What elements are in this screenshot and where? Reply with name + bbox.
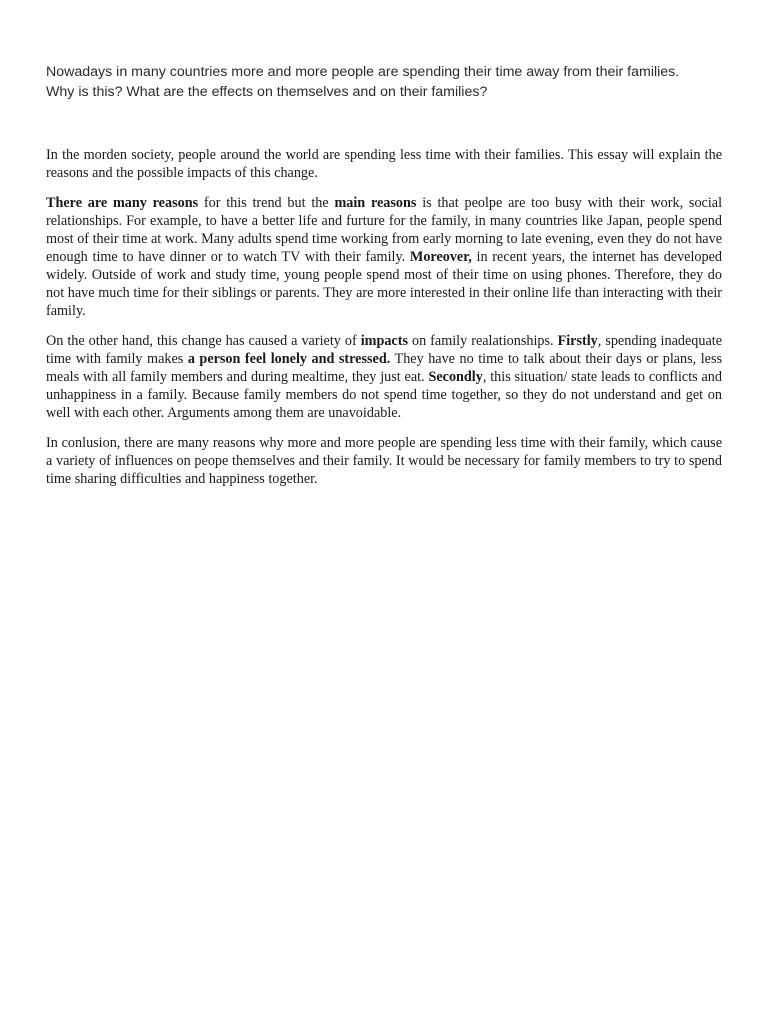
bold-phrase: There are many reasons <box>46 195 199 211</box>
bold-phrase: a person feel lonely and stressed. <box>187 351 391 367</box>
prompt-line-2: Why is this? What are the effects on themselves and on their families? <box>46 84 488 100</box>
essay-prompt <box>46 62 722 102</box>
bold-phrase: Firstly <box>557 333 598 349</box>
prompt-line-1: Nowadays in many countries more and more people are spending their time away from their families. <box>46 64 680 80</box>
intro-paragraph: In the morden society, people around the world are spending less time with their families. This essay will explain the reasons and the possible impacts of this change. <box>46 147 722 181</box>
text-run: is that peolpe are too busy with their work, social relationships. For example, to have a better life and furture for the family, in many countries like Japan, people spend most of their time at work. Many adults spend time working from early morning to late evening, even they do not have enough time to have dinner or to watch TV with their family. <box>46 195 723 265</box>
conclusion-paragraph: In conlusion, there are many reasons why more and more people are spending less time with their family, which cause a variety of influences on peope themselves and their family. It would be necessary for family members to try to spend time sharing difficulties and happiness together. <box>46 435 722 487</box>
text-run: in recent years, the internet has developed widely. Outside of work and study time, young people spend most of their time on using phones. Therefore, they do not have much time for their siblings or parents. They are more interested in their online life than interacting with their family. <box>46 249 722 319</box>
reasons-paragraph <box>46 194 722 320</box>
text-run: , spending inadequate time with family makes <box>46 333 722 367</box>
text-run: They have no time to talk about their days or plans, less meals with all family members and during mealtime, they just eat. <box>46 351 723 385</box>
essay-body <box>46 146 722 488</box>
bold-phrase: impacts <box>360 333 408 349</box>
text-run: , this situation/ state leads to conflicts and unhappiness in a family. Because family members do not spend time together, so they do not understand and get on well with each other. Arguments among them are unavoidable. <box>46 369 722 421</box>
document-page <box>46 62 722 500</box>
text-run: On the other hand, this change has caused a variety of <box>46 333 361 349</box>
text-run: on family realationships. <box>407 333 558 349</box>
text-run: for this trend but the <box>198 195 335 211</box>
bold-phrase: main reasons <box>334 195 417 211</box>
bold-phrase: Moreover, <box>409 249 472 265</box>
impacts-paragraph <box>46 332 722 422</box>
bold-phrase: Secondly <box>428 369 483 385</box>
